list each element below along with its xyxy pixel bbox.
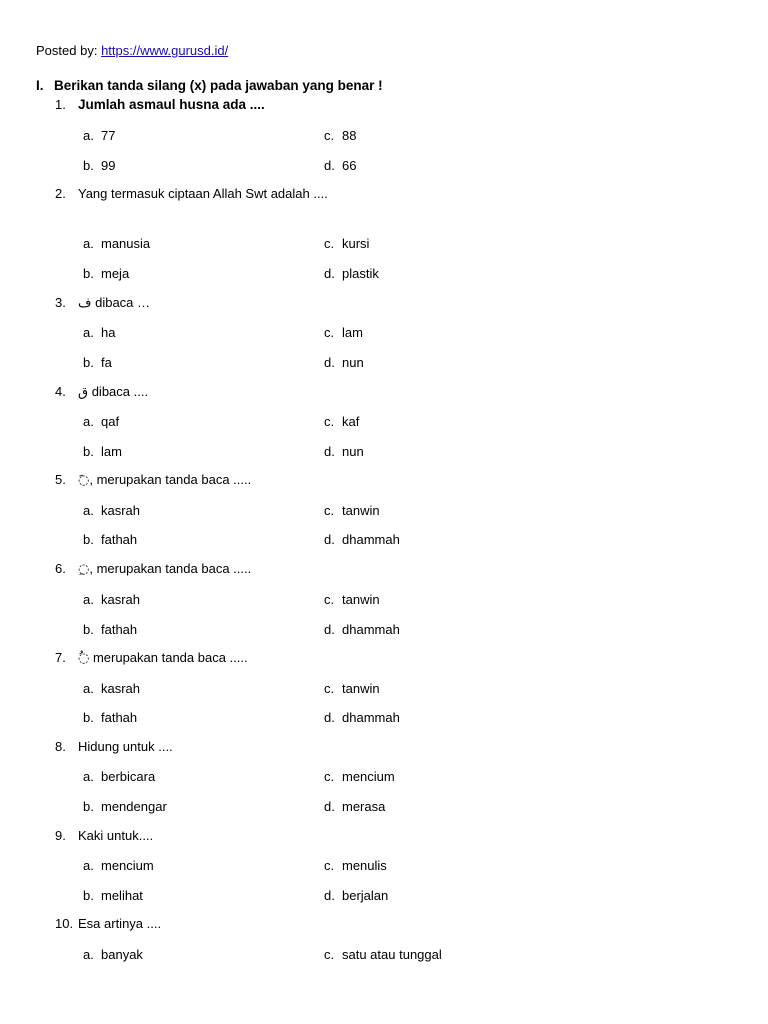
option-text: manusia [101, 236, 151, 251]
option-text: fathah [101, 622, 138, 637]
option-a[interactable] [83, 325, 115, 340]
option-a[interactable] [83, 236, 150, 251]
arabic-symbol: ◌َ [78, 473, 90, 488]
question-text: , merupakan tanda baca ..... [89, 561, 252, 576]
option-letter: a. [83, 592, 94, 607]
option-letter: b. [83, 622, 94, 637]
option-a[interactable] [83, 769, 155, 784]
arabic-symbol: ف [78, 296, 92, 311]
option-text: kasrah [101, 592, 141, 607]
option-letter: a. [83, 414, 94, 429]
option-d[interactable] [324, 710, 400, 725]
question-text: Kaki untuk.... [78, 828, 154, 843]
option-letter: a. [83, 503, 94, 518]
question-text: Esa artinya .... [78, 916, 162, 931]
option-text: tanwin [342, 503, 380, 518]
option-text: berbicara [101, 769, 156, 784]
question-number: 1. [55, 97, 66, 112]
option-text: dhammah [342, 622, 400, 637]
option-letter: a. [83, 769, 94, 784]
option-letter: c. [324, 414, 335, 429]
option-a[interactable] [83, 128, 115, 143]
option-d[interactable] [324, 888, 388, 903]
option-text: mencium [101, 858, 154, 873]
option-text: fathah [101, 532, 138, 547]
option-c[interactable] [324, 414, 359, 429]
question-number: 6. [55, 561, 66, 576]
option-text: 77 [101, 128, 116, 143]
option-c[interactable] [324, 681, 380, 696]
option-text: 88 [342, 128, 357, 143]
option-letter: b. [83, 355, 94, 370]
option-text: nun [342, 444, 364, 459]
posted-by-line [36, 43, 228, 58]
option-text: fa [101, 355, 112, 370]
option-letter: c. [324, 325, 335, 340]
option-text: tanwin [342, 592, 380, 607]
question-3 [55, 295, 150, 311]
option-b[interactable] [83, 444, 122, 459]
option-text: plastik [342, 266, 379, 281]
question-7 [55, 650, 248, 666]
option-text: tanwin [342, 681, 380, 696]
option-letter: d. [324, 158, 335, 173]
arabic-symbol: ق [78, 385, 89, 400]
option-d[interactable] [324, 622, 400, 637]
option-b[interactable] [83, 888, 143, 903]
arabic-symbol: ◌ِ [78, 562, 90, 577]
option-letter: d. [324, 266, 335, 281]
option-letter: a. [83, 325, 94, 340]
question-1 [55, 97, 265, 112]
option-text: melihat [101, 888, 143, 903]
question-number: 2. [55, 186, 66, 201]
section-numeral: I. [36, 78, 44, 93]
option-text: dhammah [342, 532, 400, 547]
option-c[interactable] [324, 128, 356, 143]
option-d[interactable] [324, 444, 364, 459]
option-b[interactable] [83, 710, 137, 725]
option-letter: d. [324, 888, 335, 903]
arabic-symbol: ◌ُ [78, 651, 90, 666]
option-b[interactable] [83, 532, 137, 547]
option-letter: d. [324, 532, 335, 547]
question-5 [55, 472, 251, 488]
option-letter: a. [83, 858, 94, 873]
option-text: fathah [101, 710, 138, 725]
option-b[interactable] [83, 266, 129, 281]
option-text: kursi [342, 236, 370, 251]
option-text: nun [342, 355, 364, 370]
option-letter: d. [324, 444, 335, 459]
question-2 [55, 186, 328, 201]
question-text: Jumlah asmaul husna ada .... [78, 97, 265, 112]
question-number: 4. [55, 384, 66, 399]
option-text: 99 [101, 158, 116, 173]
option-text: lam [101, 444, 122, 459]
option-letter: d. [324, 799, 335, 814]
option-a[interactable] [83, 858, 154, 873]
option-letter: c. [324, 858, 335, 873]
question-number: 10. [55, 916, 74, 931]
option-text: meja [101, 266, 130, 281]
option-letter: a. [83, 128, 94, 143]
option-d[interactable] [324, 532, 400, 547]
option-letter: a. [83, 236, 94, 251]
option-text: kasrah [101, 503, 141, 518]
question-9 [55, 828, 153, 843]
option-c[interactable] [324, 858, 387, 873]
option-text: qaf [101, 414, 120, 429]
option-text: 66 [342, 158, 357, 173]
option-letter: c. [324, 128, 335, 143]
option-d[interactable] [324, 355, 364, 370]
option-text: kaf [342, 414, 360, 429]
option-letter: b. [83, 266, 94, 281]
question-text: merupakan tanda baca ..... [89, 650, 248, 665]
question-10 [55, 916, 161, 931]
question-number: 7. [55, 650, 66, 665]
source-link[interactable]: https://www.gurusd.id/ [101, 43, 229, 58]
option-letter: d. [324, 622, 335, 637]
option-a[interactable] [83, 503, 140, 518]
question-text: dibaca … [91, 295, 151, 310]
option-letter: c. [324, 681, 335, 696]
option-text: berjalan [342, 888, 389, 903]
question-4 [55, 384, 148, 400]
section-heading [36, 78, 383, 93]
option-letter: a. [83, 681, 94, 696]
option-letter: d. [324, 355, 335, 370]
option-text: dhammah [342, 710, 400, 725]
option-text: lam [342, 325, 363, 340]
option-letter: c. [324, 769, 335, 784]
option-b[interactable] [83, 355, 112, 370]
option-b[interactable] [83, 158, 115, 173]
option-letter: b. [83, 888, 94, 903]
option-text: kasrah [101, 681, 141, 696]
option-text: ha [101, 325, 116, 340]
option-text: merasa [342, 799, 386, 814]
option-letter: c. [324, 236, 335, 251]
option-b[interactable] [83, 622, 137, 637]
section-title: Berikan tanda silang (x) pada jawaban yang benar ! [54, 78, 383, 93]
option-c[interactable] [324, 769, 395, 784]
question-text: dibaca .... [88, 384, 149, 399]
option-a[interactable] [83, 947, 143, 962]
question-text: Yang termasuk ciptaan Allah Swt adalah .... [78, 186, 328, 201]
option-letter: b. [83, 799, 94, 814]
option-letter: b. [83, 710, 94, 725]
question-number: 9. [55, 828, 66, 843]
posted-by-label: Posted by: [36, 43, 98, 58]
question-6 [55, 561, 251, 577]
option-text: banyak [101, 947, 143, 962]
option-c[interactable] [324, 592, 380, 607]
option-d[interactable] [324, 158, 356, 173]
option-text: mendengar [101, 799, 167, 814]
option-text: mencium [342, 769, 395, 784]
option-c[interactable] [324, 236, 369, 251]
option-a[interactable] [83, 592, 140, 607]
option-letter: c. [324, 592, 335, 607]
option-d[interactable] [324, 266, 379, 281]
option-a[interactable] [83, 681, 140, 696]
option-text: menulis [342, 858, 387, 873]
option-c[interactable] [324, 947, 442, 962]
option-b[interactable] [83, 799, 167, 814]
question-text: Hidung untuk .... [78, 739, 173, 754]
option-d[interactable] [324, 799, 385, 814]
question-number: 8. [55, 739, 66, 754]
option-letter: c. [324, 503, 335, 518]
option-c[interactable] [324, 503, 380, 518]
question-number: 3. [55, 295, 66, 310]
option-a[interactable] [83, 414, 119, 429]
option-letter: a. [83, 947, 94, 962]
option-text: satu atau tunggal [342, 947, 442, 962]
option-letter: b. [83, 444, 94, 459]
option-letter: b. [83, 532, 94, 547]
question-text: , merupakan tanda baca ..... [89, 472, 252, 487]
option-c[interactable] [324, 325, 363, 340]
option-letter: d. [324, 710, 335, 725]
option-letter: b. [83, 158, 94, 173]
question-number: 5. [55, 472, 66, 487]
question-8 [55, 739, 173, 754]
option-letter: c. [324, 947, 335, 962]
